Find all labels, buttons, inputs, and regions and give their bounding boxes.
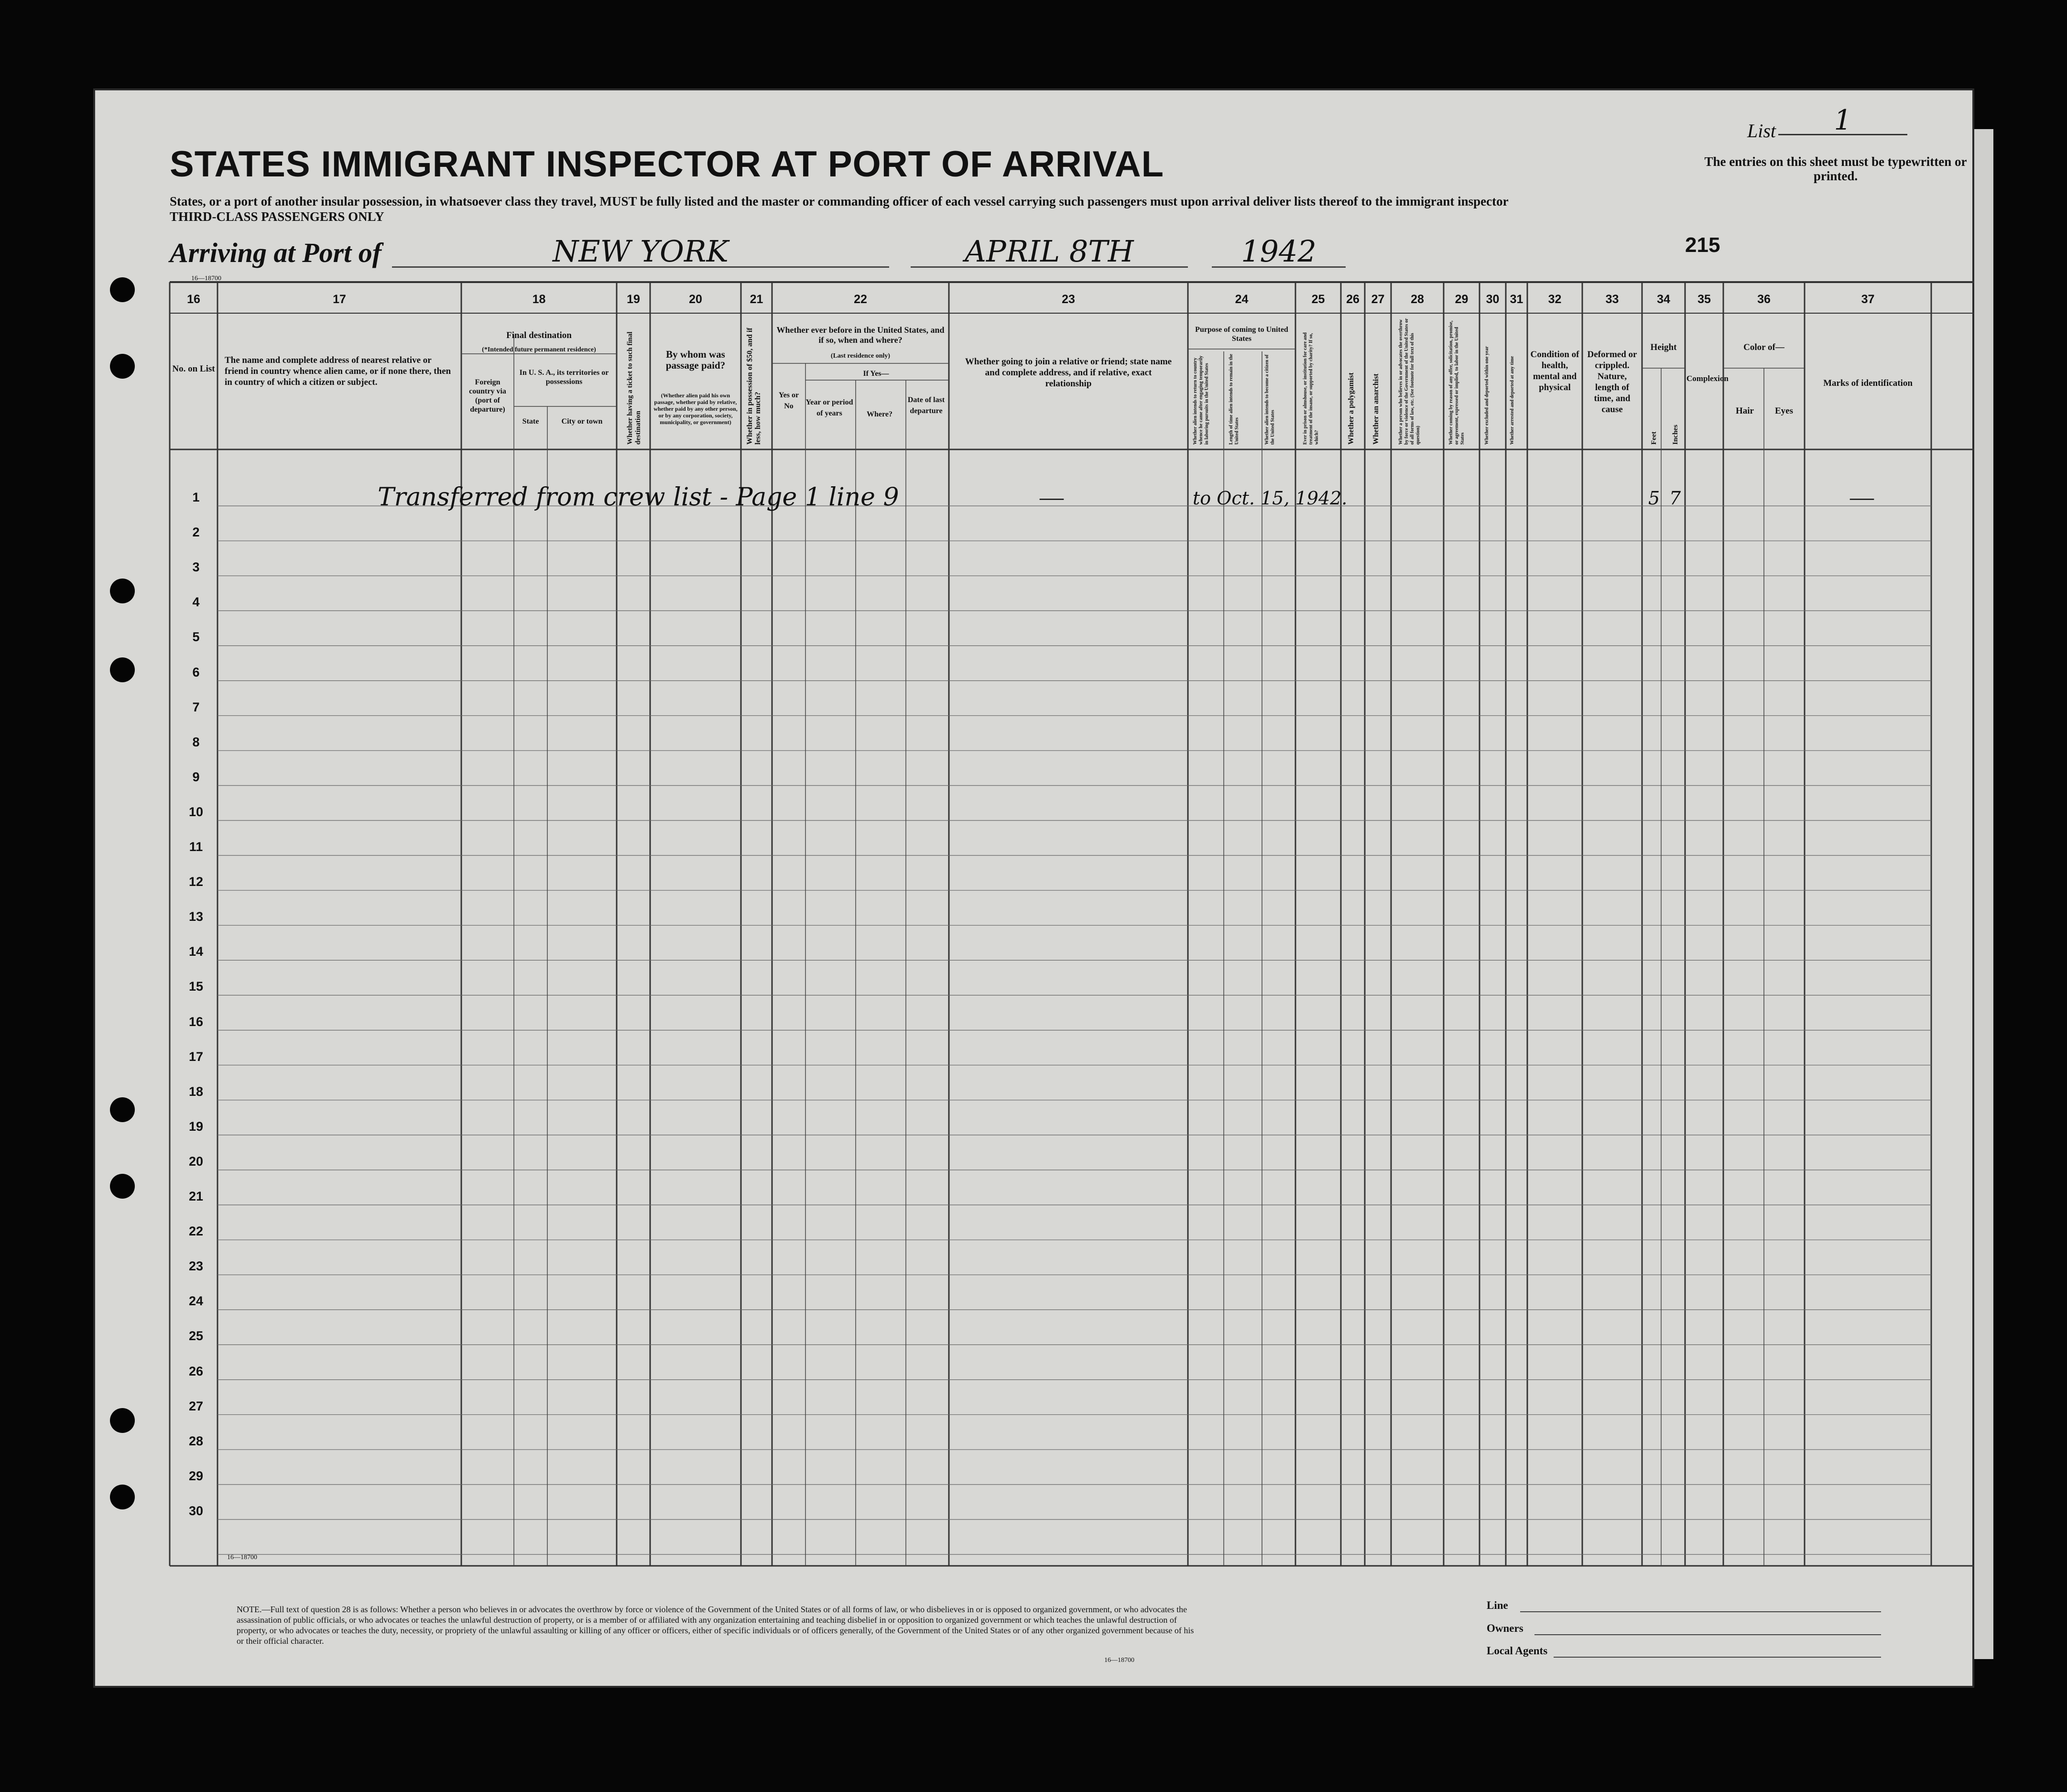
header-question-28: Whether a person who believes in or advocates the overthrow by force or violence of the Government of the United States or of all forms of law, etc. (See footnote for full text of this question): [1398, 318, 1421, 445]
header-ever-before: Whether ever before in the United States, and if so, when and where?: [776, 325, 945, 345]
header-nearest-relative: The name and complete address of nearest relative or friend in country whence alien came, or if none there, then in country of which a citizen or subject.: [225, 355, 451, 387]
header-where: Where?: [867, 410, 892, 418]
header-year-period: Year or period of years: [805, 398, 853, 417]
col-number: 29: [1455, 293, 1469, 306]
height-feet: 5: [1648, 488, 1660, 509]
row-number: 6: [192, 665, 200, 679]
header-final-destination-note: (*Intended future permanent residence): [482, 346, 596, 353]
row-number: 30: [188, 1503, 204, 1518]
row-number: 17: [188, 1049, 204, 1064]
header-passage-paid-note: (Whether alien paid his own passage, whether paid by relative, whether paid by any other person, or by any corporation, society, municipality, or government): [653, 392, 738, 426]
row-number: 24: [188, 1294, 204, 1309]
header-foreign-country: Foreign country via (port of departure): [469, 378, 506, 414]
col-number: 20: [689, 293, 702, 306]
col-number: 35: [1697, 293, 1711, 306]
row-number: 2: [192, 525, 200, 540]
header-passage-paid: By whom was passage paid?: [665, 349, 726, 371]
col-number: 32: [1548, 293, 1562, 306]
header-deported: Whether arrested and deported at any time: [1510, 356, 1515, 445]
header-labor-offer: Whether coming by reason of any offer, solicitation, promise, or agreement, expressed or implied, to labor in the United States: [1448, 320, 1465, 445]
form-title: STATES IMMIGRANT INSPECTOR AT PORT OF ARRIVAL: [170, 144, 1164, 185]
local-agents-field: [1554, 1657, 1881, 1658]
header-if-yes: If Yes—: [863, 370, 889, 378]
col-number: 33: [1605, 293, 1619, 306]
transferred-entry: Transferred from crew list - Page 1 line 9: [378, 483, 899, 512]
height-inches: 7: [1669, 488, 1681, 509]
col-number: 17: [333, 293, 346, 306]
row-number: 5: [192, 630, 200, 645]
header-prison: Ever in prison or almshouse, or institution for care and treatment of the insane, or supported by charity? If so, which?: [1303, 332, 1319, 445]
header-anarchist: Whether an anarchist: [1372, 373, 1380, 445]
subtitle-text: States, or a port of another insular possession, in whatsoever class they travel, MUST be fully listed and the master or commanding officer of each vessel carrying such passengers must upon arrival deliver lists thereof to the immigrant inspector: [170, 194, 1509, 208]
header-date-departure: Date of last departure: [907, 396, 945, 415]
header-going-to-join: Whether going to join a relative or friend; state name and complete address, and if relative, exact relationship: [965, 357, 1172, 389]
owners-field: [1534, 1634, 1881, 1635]
row-number: 29: [188, 1468, 204, 1483]
row-number: 21: [188, 1189, 204, 1203]
length-of-stay: to Oct. 15, 1942.: [1193, 488, 1348, 509]
row-number: 26: [188, 1364, 204, 1378]
header-yes-no: Yes or No: [778, 391, 799, 410]
row-number: 3: [192, 560, 200, 575]
row-number: 1: [192, 490, 200, 504]
header-marks: Marks of identification: [1823, 378, 1913, 388]
header-height: Height: [1650, 342, 1677, 352]
arriving-label: Arriving at Port of: [170, 237, 382, 268]
col-number: 37: [1861, 293, 1875, 306]
col-number: 16: [187, 293, 200, 306]
header-feet: Feet: [1650, 431, 1658, 445]
row-number: 25: [188, 1329, 204, 1344]
header-city: City or town: [561, 417, 603, 426]
footnote-question-28: NOTE.—Full text of question 28 is as follows: Whether a person who believes in or advocates the overthrow by force or violence of the Government of the United States or of all forms of law, or who disbelieves in or is opposed to organized government, or who advocates the assassination of public officials, or who advocates or teaches the unlawful destruction of property, or is a member of or affiliated with any organization entertaining and teaching disbelief in or opposition to organized government or which teaches the unlawful destruction of property, or who advocates or teaches the duty, necessity, or propriety of the unlawful assaulting or killing of any officer or officers, either of specific individuals or of officers generally, of the Government of the United States or of any other organized government because of his or their official character.: [237, 1605, 1194, 1646]
row-number: 20: [188, 1154, 204, 1169]
row-number: 12: [188, 874, 204, 889]
header-ticket: Whether having a ticket to such final destination: [626, 331, 642, 445]
typewritten-note: The entries on this sheet must be typewritten or printed.: [1704, 154, 1967, 183]
row-number: 28: [188, 1433, 204, 1448]
header-purpose: Purpose of coming to United States: [1195, 326, 1288, 343]
row-number: 9: [192, 769, 200, 784]
row-number: 13: [188, 909, 204, 924]
col-number: 31: [1510, 293, 1523, 306]
row-number: 7: [192, 699, 200, 714]
col-number: 22: [854, 293, 867, 306]
row-number: 18: [188, 1084, 204, 1099]
row-number: 10: [188, 804, 204, 819]
header-polygamist: Whether a polygamist: [1347, 372, 1355, 445]
page-number: 215: [1685, 233, 1720, 257]
form-number-top: 16—18700: [191, 275, 221, 282]
row-number: 16: [188, 1014, 204, 1029]
col-number: 28: [1411, 293, 1424, 306]
col-number: 23: [1062, 293, 1075, 306]
col-number: 25: [1311, 293, 1325, 306]
header-final-destination: Final destination: [506, 330, 572, 340]
header-hair: Hair: [1736, 406, 1754, 416]
row-number: 14: [188, 944, 204, 959]
header-purpose-c: Whether alien intends to become a citizen of the United States: [1264, 354, 1275, 445]
header-complexion: Complexion: [1686, 374, 1729, 383]
owners-label: Owners: [1487, 1622, 1523, 1634]
header-fifty-dollars: Whether in possession of $50, and if less, how much?: [746, 328, 762, 445]
row-number: 15: [188, 979, 204, 994]
col-number: 36: [1757, 293, 1771, 306]
col-number: 34: [1657, 293, 1670, 306]
col37-dash: —: [1850, 483, 1874, 510]
form-number-bottom: 16—18700: [227, 1554, 257, 1561]
header-excluded: Whether excluded and deported within one year: [1484, 346, 1490, 445]
row-number: 19: [188, 1119, 204, 1134]
header-no-on-list: No. on List: [172, 364, 215, 374]
col-number: 18: [532, 293, 546, 306]
col-number: 24: [1235, 293, 1249, 306]
line-field: [1520, 1611, 1881, 1612]
header-inches: Inches: [1672, 425, 1679, 445]
row-number: 8: [192, 734, 200, 749]
port-field: NEW YORK: [392, 237, 889, 268]
row-number: 11: [189, 840, 203, 854]
row-number: 22: [188, 1224, 204, 1239]
header-in-usa: In U. S. A., its territories or possessions: [519, 369, 609, 386]
list-number: 1: [1778, 106, 1907, 135]
col-number: 27: [1371, 293, 1385, 306]
header-deformed: Deformed or crippled. Nature, length of time, and cause: [1587, 350, 1637, 415]
header-eyes: Eyes: [1775, 406, 1793, 416]
row-number: 27: [188, 1399, 204, 1413]
header-ever-before-note: (Last residence only): [830, 352, 891, 360]
row-number: 23: [188, 1259, 204, 1274]
date-field: APRIL 8TH: [911, 237, 1188, 268]
row-number: 4: [192, 595, 200, 610]
header-health: Condition of health, mental and physical: [1530, 350, 1579, 393]
header-color-of: Color of—: [1743, 342, 1784, 352]
line-label: Line: [1487, 1599, 1508, 1611]
list-label: List: [1747, 120, 1776, 142]
year-field: 1942: [1212, 237, 1346, 268]
header-purpose-a: Whether alien intends to return to country whence he came after engaging temporarily in laboring pursuits in the United States: [1193, 355, 1209, 445]
header-purpose-b: Length of time alien intends to remain in the United States: [1229, 354, 1240, 445]
header-state: State: [522, 417, 539, 426]
form-number-footer: 16—18700: [1104, 1657, 1134, 1664]
col-number: 26: [1346, 293, 1360, 306]
col-number: 30: [1486, 293, 1500, 306]
col23-dash: —: [1040, 483, 1064, 510]
col-number: 19: [627, 293, 640, 306]
local-agents-label: Local Agents: [1487, 1645, 1548, 1657]
subtitle-class: THIRD-CLASS PASSENGERS ONLY: [170, 209, 384, 224]
col-number: 21: [750, 293, 763, 306]
